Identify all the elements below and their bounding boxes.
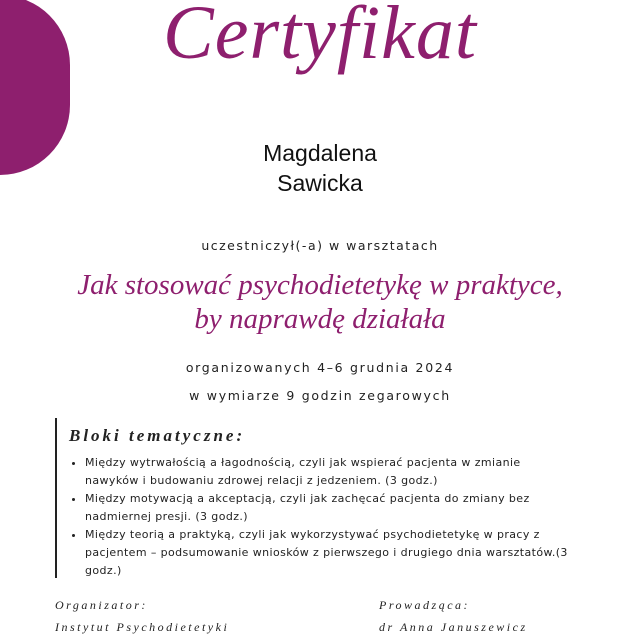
blocks-list [69,454,575,580]
duration-text: w wymiarze 9 godzin zegarowych [189,388,451,403]
workshop-title-line1: Jak stosować psychodietetykę w praktyce, [77,269,563,301]
participation-text: uczestniczył(-a) w warsztatach [201,238,439,253]
organizer-value: Instytut Psychodietetyki [55,620,230,634]
list-item: • Między motywacją a akceptacją, czyli jak zachęcać pacjenta do zmiany bez nadmiernej presji. (3 godz.) [85,490,575,526]
recipient-first-name: Magdalena [263,140,377,166]
certificate-title: Certyfikat [163,0,477,75]
list-item: • Między teorią a praktyką, czyli jak wykorzystywać psychodietetykę w pracy z pacjentem – podsumowanie wniosków z pierwszego i drugiego dnia warsztatów.(3 godz.) [85,526,575,580]
blocks-heading: Bloki tematyczne: [69,426,246,445]
thematic-blocks [55,418,575,578]
recipient-name [20,138,620,198]
dates-text: organizowanych 4–6 grudnia 2024 [185,360,455,375]
workshop-title-line2: by naprawdę działała [194,303,446,335]
host-value: dr Anna Januszewicz [379,620,528,634]
organizer-block [55,594,285,638]
workshop-title [20,268,620,336]
list-item: • Między wytrwałością a łagodnością, czyli jak wspierać pacjenta w zmianie nawyków i budowaniu zdrowej relacji z jedzeniem. (3 godz.) [85,454,575,490]
host-label: Prowadząca: [379,598,471,612]
host-block [379,594,609,638]
recipient-last-name: Sawicka [277,170,363,196]
organizer-label: Organizator: [55,598,148,612]
